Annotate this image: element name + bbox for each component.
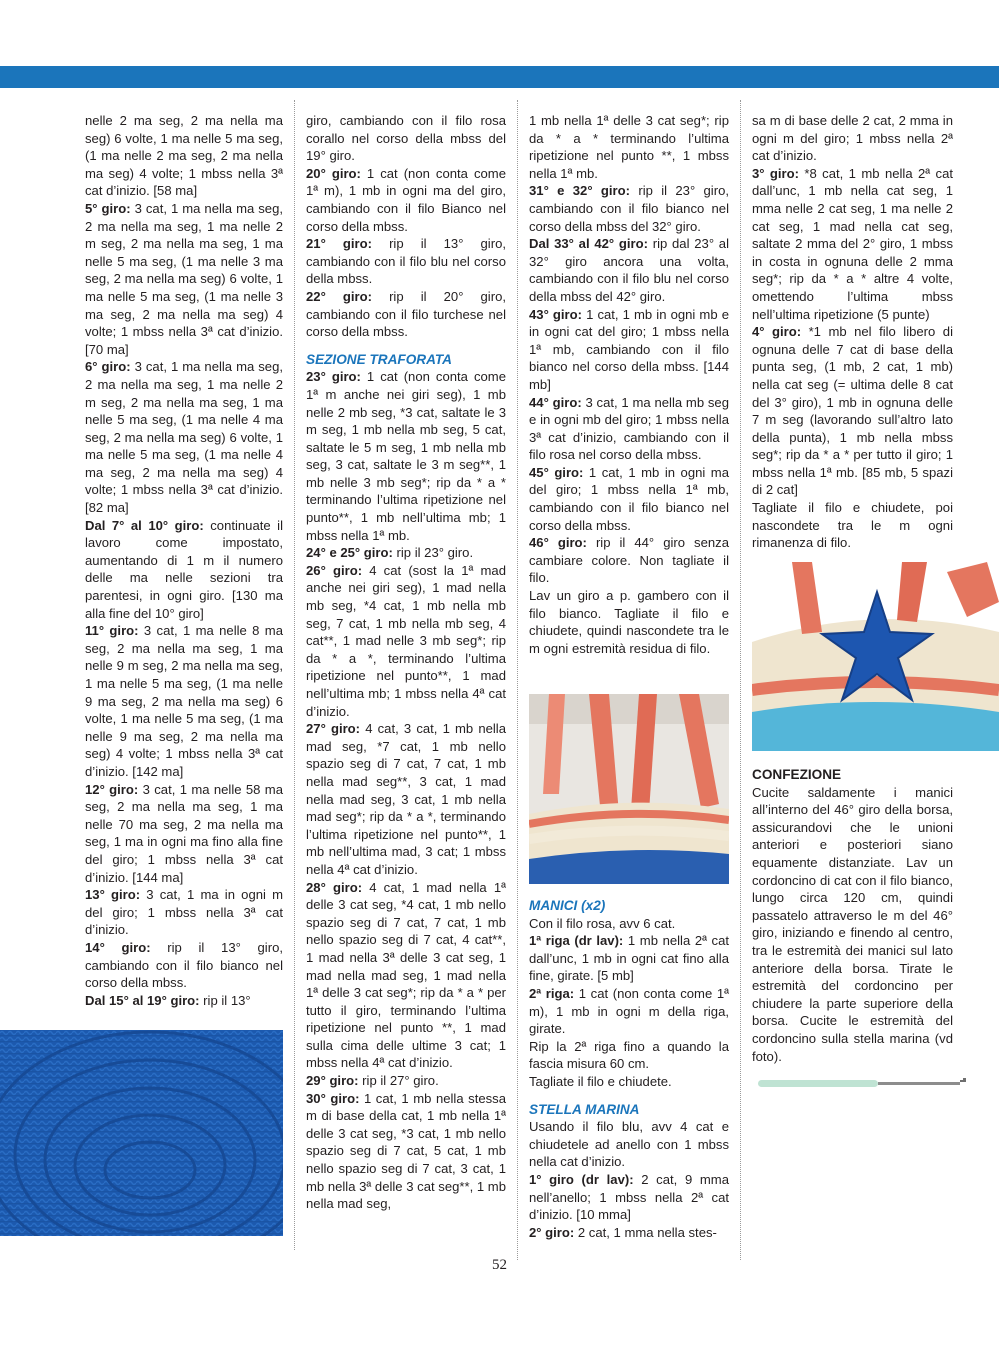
section-heading: CONFEZIONE xyxy=(752,767,842,782)
round-label: 4° giro: xyxy=(752,324,802,340)
round-label: 45° giro: xyxy=(529,464,584,480)
column-divider xyxy=(740,100,741,1260)
instruction-text: 2 cat, 9 mma nell’anello; 1 mbss nella 2ª cat d’inizio. [10 mma] xyxy=(529,1171,729,1223)
instruction-paragraph xyxy=(529,182,729,235)
instruction-paragraph xyxy=(306,368,506,544)
instruction-text: 3 cat, 1 ma nelle 8 ma seg, 2 ma nella ma seg, 1 ma nelle 9 m seg, 2 ma nella ma seg, 1 ma nelle 5 ma seg, (1 ma nelle 9 ma seg, 2 ma nella ma seg) 6 volte, 1 ma nelle 5 ma seg, (1 ma nelle 9 ma seg, 2 ma nella ma seg) 4 volte; 1 mbss nella 3ª cat d’inizio. [142 ma] xyxy=(85,623,283,779)
handles-photo xyxy=(529,694,729,884)
instruction-text: 2 cat, 1 mma nella stes- xyxy=(574,1224,717,1240)
instruction-paragraph xyxy=(752,165,953,323)
instruction-paragraph xyxy=(529,932,729,985)
instruction-text: Tagliate il filo e chiudete, poi nascondete tra le m ogni rimanenza di filo. xyxy=(752,500,953,551)
instruction-text: 3 cat, 1 ma nella mb seg e in ogni mb del giro; 1 mbss nella 3ª cat d’inizio, cambiando con il filo rosa nel corso della mbss. xyxy=(529,394,730,463)
instruction-text: Usando il filo blu, avv 4 cat e chiudetele ad anello con 1 mbss nella cat d’inizio. xyxy=(529,1119,729,1170)
instruction-paragraph xyxy=(529,534,729,587)
instruction-text: sa m di base delle 2 cat, 2 mma in ogni m del giro; 1 mbss nella 2ª cat d’inizio. xyxy=(752,113,953,164)
instruction-paragraph xyxy=(752,784,953,1066)
instruction-paragraph xyxy=(529,306,729,394)
blue-crochet-base-photo xyxy=(0,1030,283,1236)
round-label: 1° giro (dr lav): xyxy=(529,1171,634,1187)
instruction-text: *1 mb nel filo libero di ognuna delle 7 cat di base della punta seg, (1 mb, 2 cat, 1 mb) nella cat seg (= ultima delle 8 cat del 3° giro), 1 mb in ognuna delle 7 m seg (lavorando sull’altro lato della punta), 1 mb nella mbss seg*; rip da * a * per tutto il giro; 1 mbss nella 1ª mb. [85 mb, 5 spazi di 2 cat] xyxy=(752,324,953,498)
instruction-paragraph xyxy=(529,394,729,464)
round-label: Dal 7° al 10° giro: xyxy=(85,517,204,533)
instruction-paragraph xyxy=(85,939,283,992)
column-divider xyxy=(294,100,295,1250)
text-column-2 xyxy=(306,112,506,1213)
instruction-text: rip il 23° giro. xyxy=(392,545,474,561)
round-label: 14° giro: xyxy=(85,939,151,955)
instruction-paragraph xyxy=(306,562,506,720)
round-label: 46° giro: xyxy=(529,535,587,551)
instruction-text: Tagliate il filo e chiudete. xyxy=(529,1073,672,1089)
text-column-3-lower xyxy=(529,887,729,1241)
text-column-4 xyxy=(752,112,953,552)
page-number: 52 xyxy=(492,1257,507,1273)
instruction-paragraph xyxy=(85,992,283,1010)
instruction-paragraph xyxy=(306,1072,506,1090)
round-label: 2ª riga: xyxy=(529,985,575,1001)
instruction-text: rip il 44° giro senza cambiare colore. Non tagliate il filo. xyxy=(529,535,729,586)
text-column-3 xyxy=(529,112,729,657)
instruction-text: 1 cat (non conta come 1ª m), 1 mb in ogni ma del giro, cambiando con il filo Bianco nel corso della mbss. xyxy=(306,165,506,234)
instruction-text: 3 cat, 1 ma nelle 58 ma seg, 2 ma nella ma seg, 1 ma nelle 70 ma seg, 2 ma nella ma seg, 1 ma in ogni ma fino alla fine del giro; 1 mbss nella 3ª cat d’inizio. [144 ma] xyxy=(85,781,283,885)
round-label: 5° giro: xyxy=(85,200,131,216)
instruction-paragraph xyxy=(85,622,283,780)
instruction-text: rip il 13° giro, cambiando con il filo blu nel corso della mbss. xyxy=(306,236,506,287)
round-label: 21° giro: xyxy=(306,236,372,252)
instruction-paragraph xyxy=(85,358,283,516)
instruction-text: 1 cat (non conta come 1ª m), 1 mb in ogni m della riga, girate. xyxy=(529,985,729,1037)
round-label: 24° e 25° giro: xyxy=(306,545,393,561)
instruction-text: rip il 13° xyxy=(199,992,251,1008)
instruction-paragraph xyxy=(529,1073,729,1091)
round-label: 12° giro: xyxy=(85,781,139,797)
instruction-paragraph xyxy=(85,781,283,887)
instruction-paragraph xyxy=(306,544,506,562)
instruction-text: rip il 23° giro, cambiando con il filo bianco nel corso della mbss del 32° giro. xyxy=(529,183,729,234)
instruction-paragraph xyxy=(85,517,283,623)
crochet-hook-image xyxy=(752,1072,974,1094)
round-label: 3° giro: xyxy=(752,165,800,181)
instruction-text: giro, cambiando con il filo rosa corallo nel corso della mbss del 19° giro. xyxy=(306,113,506,164)
instruction-text: 3 cat, 1 ma nella ma seg, 2 ma nella ma seg, 1 ma nelle 2 m seg, 2 ma nella ma seg, 1 ma nelle 5 ma seg, (1 ma nelle 4 ma seg, 2 ma nella ma seg) 6 volte, 1 ma nelle 5 ma seg, (1 ma nelle 4 ma seg, 2 ma nella ma seg) 4 volte; 1 mbss nella 3ª cat d’inizio. [82 ma] xyxy=(85,359,283,516)
section-heading: MANICI (x2) xyxy=(529,898,606,913)
instruction-paragraph xyxy=(306,112,506,165)
instruction-paragraph xyxy=(529,1224,729,1242)
round-label: 44° giro: xyxy=(529,394,582,410)
instruction-text: 1 cat, 1 mb in ogni ma del giro; 1 mbss nella 1ª mb, cambiando con il filo bianco nel corso della mbss. xyxy=(529,464,729,533)
instruction-text: 3 cat, 1 ma in ogni m del giro; 1 mbss nella 3ª cat d’inizio. xyxy=(85,887,284,938)
instruction-paragraph xyxy=(529,112,729,182)
instruction-text: 4 cat, 1 mad nella 1ª delle 3 cat seg, *4 cat, 1 mb nello spazio seg di 7 cat, 7 cat, 1 mb nello spazio seg di 7 cat, 4 cat**, 1 mad nella 3ª delle 3 cat seg, 1 mad nella mad seg, 1 mad nella 1ª delle 3 cat seg*; rip da * a * per tutto il giro, terminando l’ultima ripetizione nel punto **, 1 mad sulla cima delle ultime 3 cat; 1 mbss nella 4ª cat d’inizio. xyxy=(306,879,506,1071)
instruction-paragraph xyxy=(306,1090,506,1213)
round-label: 23° giro: xyxy=(306,369,361,385)
instruction-text: 1 mb nella 2ª cat dall’unc, 1 mb in ogni cat fino alla fine, girate. [5 mb] xyxy=(529,933,730,984)
section-heading: STELLA MARINA xyxy=(529,1101,640,1117)
instruction-paragraph xyxy=(85,200,283,358)
round-label: 29° giro: xyxy=(306,1073,359,1089)
instruction-paragraph xyxy=(752,112,953,165)
instruction-text: 1 cat, 1 mb nella stessa m di base della cat, 1 mb nella 1ª delle 3 cat seg, *3 cat, 1 mb nello spazio seg di 7 cat, 5 cat, 1 mb nello spazio seg di 7 cat, 3 cat, 1 mb nella 3ª delle 3 cat seg**, 1 mb nella mad seg, xyxy=(306,1090,507,1212)
instruction-text: Con il filo rosa, avv 6 cat. xyxy=(529,915,676,931)
round-label: 31° e 32° giro: xyxy=(529,183,630,199)
instruction-text: rip il 27° giro. xyxy=(358,1073,439,1089)
round-label: 26° giro: xyxy=(306,562,363,578)
round-label: 11° giro: xyxy=(85,623,139,639)
instruction-text: nelle 2 ma seg, 2 ma nella ma seg) 6 volte, 1 ma nelle 5 ma seg, (1 ma nelle 2 ma seg, 2 ma nella ma seg) 4 volte; 1 mbss nella 3ª cat d’inizio. [58 ma] xyxy=(85,113,283,199)
round-label: 27° giro: xyxy=(306,721,361,737)
instruction-text: 3 cat, 1 ma nella ma seg, 2 ma nella ma seg, 1 ma nelle 2 m seg, 2 ma nella ma seg, 1 ma nelle 5 ma seg, (1 ma nelle 3 ma seg, 2 ma nella ma seg) 6 volte, 1 ma nelle 5 ma seg, (1 ma nelle 3 ma seg, 2 ma nella ma seg) 4 volte; 1 mbss nella 3ª cat d’inizio. [70 ma] xyxy=(85,200,283,357)
instruction-paragraph xyxy=(752,323,953,499)
round-label: 13° giro: xyxy=(85,887,141,903)
instruction-paragraph xyxy=(85,112,283,200)
instruction-paragraph xyxy=(306,720,506,878)
instruction-text: continuate il lavoro come impostato, aumentando di 1 m il numero delle ma nelle sezioni tra parentesi, in ogni giro. [130 ma alla fine del 10° giro] xyxy=(85,517,283,621)
starfish-photo xyxy=(752,562,999,751)
instruction-paragraph xyxy=(752,499,953,552)
instruction-paragraph xyxy=(529,915,729,933)
instruction-text: Rip la 2ª riga fino a quando la fascia misura 60 cm. xyxy=(529,1038,729,1072)
instruction-paragraph xyxy=(529,1171,729,1224)
instruction-text: rip dal 23° al 32° giro ancora una volta, cambiando con il filo blu nel corso della mbss del 42° giro. xyxy=(529,236,729,304)
round-label: 6° giro: xyxy=(85,359,131,375)
instruction-paragraph xyxy=(306,165,506,235)
instruction-text: 1 mb nella 1ª delle 3 cat seg*; rip da * a * terminando l’ultima ripetizione nel punto **, 1 mbss nella 1ª mb. xyxy=(529,113,729,181)
instruction-text: 1 cat (non conta come 1ª m anche nei giri seg), 1 mb nelle 2 mb seg, *3 cat, saltate le 3 m seg, 1 mb nella mb seg, 5 cat, saltate le 5 m seg, 1 mb nella mb seg, 3 cat, saltate le 3 m seg**, 1 mb nelle 3 mb seg*; rip da * a * terminando l’ultima ripetizione nel punto**, 1 mb nell’ultima mb; 1 mbss nella 1ª mb. xyxy=(306,369,506,543)
instruction-text: 4 cat (sost la 1ª mad anche nei giri seg), 1 mad nella mb seg, *4 cat, 1 mb nella mb seg, 7 cat, 1 mb nella mb seg, 4 cat**, 1 mad nelle 3 mb seg*; rip da * a *, terminando l’ultima ripetizione nel punto**, 1 mad nell’ultima mb; 1 mbss nella 4ª cat d’inizio. xyxy=(306,562,506,719)
round-label: Dal 15° al 19° giro: xyxy=(85,992,200,1008)
instruction-paragraph xyxy=(529,1038,729,1073)
instruction-paragraph xyxy=(529,235,729,305)
instruction-paragraph xyxy=(306,288,506,341)
instruction-text: rip il 13° giro, cambiando con il filo bianco nel corso della mbss. xyxy=(85,939,283,991)
round-label: 2° giro: xyxy=(529,1224,575,1240)
instruction-paragraph xyxy=(306,235,506,288)
round-label: 20° giro: xyxy=(306,165,361,181)
instruction-text: 1 cat, 1 mb in ogni mb e in ogni cat del giro; 1 mbss nella 1ª mb, cambiando con il filo bianco nel corso della mbss. [144 mb] xyxy=(529,306,729,392)
section-heading: SEZIONE TRAFORATA xyxy=(306,351,452,367)
round-label: 30° giro: xyxy=(306,1090,360,1106)
instruction-paragraph xyxy=(306,879,506,1073)
round-label: Dal 33° al 42° giro: xyxy=(529,236,648,252)
instruction-paragraph xyxy=(529,1118,729,1171)
instruction-text: Cucite saldamente i manici all’interno del 46° giro della borsa, assicurandovi che le unioni anteriori e posteriori siano equamente distanziate. Lav un cordoncino di cat con il filo bianco, lungo circa 120 cm, quindi passatelo attraverso le m del 46° giro, iniziando e finendo al centro, tra le estremità dei manici sul lato anteriore della borsa. Tirate le estremità del cordoncino per chiudere la parte superiore della borsa. Cucite le estremità del cordoncino sulla stella marina (vd foto). xyxy=(752,784,953,1064)
instruction-text: *8 cat, 1 mb nella 2ª cat dall’unc, 1 mb nella cat seg, 1 mma nelle 2 cat seg, 1 ma nelle 2 cat seg, 1 mad nella cat seg, saltate 2 mma del 2° giro, 1 mbss in costa in ognuna delle 2 mma seg*; rip da * a * altre 4 volte, omettendo l’ultima mbss nell’ultima ripetizione (5 punte) xyxy=(752,165,953,322)
instruction-text: rip il 20° giro, cambiando con il filo turchese nel corso della mbss. xyxy=(306,288,506,340)
column-divider xyxy=(517,100,518,1260)
round-label: 43° giro: xyxy=(529,306,582,322)
text-column-4-lower xyxy=(752,766,953,1065)
instruction-paragraph xyxy=(529,464,729,534)
round-label: 28° giro: xyxy=(306,879,363,895)
instruction-paragraph xyxy=(85,886,283,939)
instruction-text: Lav un giro a p. gambero con il filo bianco. Tagliate il filo e chiudete, quindi nascondete tra le m ogni estremità residua di filo. xyxy=(529,588,729,656)
instruction-text: 4 cat, 3 cat, 1 mb nella mad seg, *7 cat, 1 mb nello spazio seg di 7 cat, 7 cat, 1 mb nella mad seg**, 3 cat, 1 mad nella mad seg, 3 cat, 1 mb nella mad seg*; rip da * a *, terminando l’ultima ripetizione nel punto**, 1 mb nell’ultima mad, 3 cat; 1 mbss nella 4ª cat d’inizio. xyxy=(306,721,507,877)
top-color-bar xyxy=(0,66,999,88)
round-label: 22° giro: xyxy=(306,288,372,304)
text-column-1 xyxy=(85,112,283,1009)
round-label: 1ª riga (dr lav): xyxy=(529,933,624,949)
instruction-paragraph xyxy=(529,587,729,657)
instruction-paragraph xyxy=(529,985,729,1038)
